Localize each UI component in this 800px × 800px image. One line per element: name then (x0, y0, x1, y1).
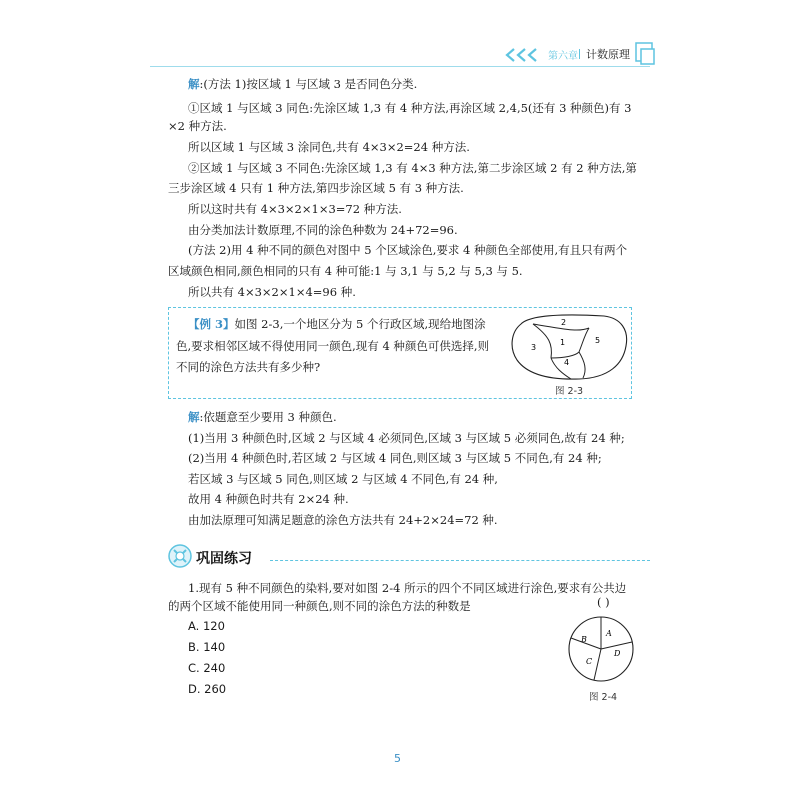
solution-1-line: 由分类加法计数原理,不同的涂色种数为 24+72=96. (188, 223, 458, 237)
answer-blank: ( ) (597, 595, 610, 609)
solution-1-line: ①区域 1 与区域 3 同色:先涂区域 1,3 有 4 种方法,再涂区域 2,4,5(还有 3 种颜色)有 3 (188, 101, 632, 115)
solution-1-line: ×2 种方法. (168, 119, 227, 133)
solution-1-line: 所以共有 4×3×2×1×4=96 种. (188, 285, 356, 299)
corner-square-icon (633, 40, 655, 66)
header-rule (150, 66, 650, 67)
solution-1-line: 所以区域 1 与区域 3 涂同色,共有 4×3×2=24 种方法. (188, 140, 470, 154)
practice-rule (270, 560, 650, 562)
region-b-label: B (581, 635, 587, 644)
region-map-figure (509, 312, 629, 382)
solution-2-line: 故用 4 种颜色时共有 2×24 种. (188, 492, 349, 506)
option-b: B. 140 (188, 640, 226, 654)
region-d-label: D (614, 649, 621, 658)
question-line: 的两个区域不能使用同一种颜色,则不同的涂色方法的种数是 (168, 599, 471, 613)
solution-label: 解 (188, 77, 200, 91)
chapter-title: 计数原理 (586, 48, 630, 61)
solution-1-line: 所以这时共有 4×3×2×1×3=72 种方法. (188, 202, 402, 216)
region-3-label: 3 (531, 343, 537, 352)
example-3-line: 不同的涂色方法共有多少种? (176, 360, 321, 374)
page-number: 5 (394, 752, 401, 765)
region-c-label: C (586, 657, 593, 666)
triple-chevron-left-icon (505, 48, 543, 62)
option-d: D. 260 (188, 682, 227, 696)
solution-2-line: (2)当用 4 种颜色时,若区域 2 与区域 4 同色,则区域 3 与区域 5 不同色,有 24 种; (188, 451, 602, 465)
example-3-line: 色,要求相邻区域不得使用同一颜色,现有 4 种颜色可供选择,则 (176, 339, 490, 353)
option-c: C. 240 (188, 661, 226, 675)
region-4-label: 4 (564, 358, 570, 367)
option-a: A. 120 (188, 619, 225, 633)
region-1-label: 1 (560, 338, 566, 347)
solution-2-line: 若区域 3 与区域 5 同色,则区域 2 与区域 4 不同色,有 24 种, (188, 472, 498, 486)
solution-2-line: 由加法原理可知满足题意的涂色方法共有 24+2×24=72 种. (188, 513, 498, 527)
region-a-label: A (606, 629, 612, 638)
example-label: 【例 3】 (188, 317, 235, 331)
region-5-label: 5 (595, 336, 601, 345)
solution-1-line: (方法 2)用 4 种不同的颜色对图中 5 个区域涂色,要求 4 种颜色全部使用,有且只有两个 (188, 243, 628, 257)
region-2-label: 2 (561, 318, 567, 327)
solution-label: 解 (188, 410, 200, 424)
solution-1-line: 解:(方法 1)按区域 1 与区域 3 是否同色分类. (188, 77, 418, 91)
solution-1-line: ②区域 1 与区域 3 不同色:先涂区域 1,3 有 4×3 种方法,第二步涂区域 2 有 2 种方法,第 (188, 161, 637, 175)
practice-title: 巩固练习 (196, 551, 252, 567)
chapter-header (505, 40, 655, 66)
figure-2-3-caption: 图 2-3 (555, 386, 584, 397)
example-3-line: 【例 3】如图 2-3,一个地区分为 5 个行政区域,现给地图涂 (188, 317, 486, 331)
circle-regions-figure (566, 612, 636, 686)
figure-2-4-caption: 图 2-4 (589, 692, 618, 703)
header-separator (579, 49, 580, 59)
solution-1-line: 三步涂区域 4 只有 1 种方法,第四步涂区域 5 有 3 种方法. (168, 181, 464, 195)
solution-1-line: 区域颜色相同,颜色相同的只有 4 种可能:1 与 3,1 与 5,2 与 5,3 与 5. (168, 264, 523, 278)
question-line: 1.现有 5 种不同颜色的染料,要对如图 2-4 所示的四个不同区域进行涂色,要求有公共边 (188, 581, 627, 595)
chapter-number: 第六章 (548, 51, 578, 62)
solution-2-line: (1)当用 3 种颜色时,区域 2 与区域 4 必须同色,区域 3 与区域 5 必须同色,故有 24 种; (188, 431, 625, 445)
solution-2-line: 解:依题意至少要用 3 种颜色. (188, 410, 337, 424)
